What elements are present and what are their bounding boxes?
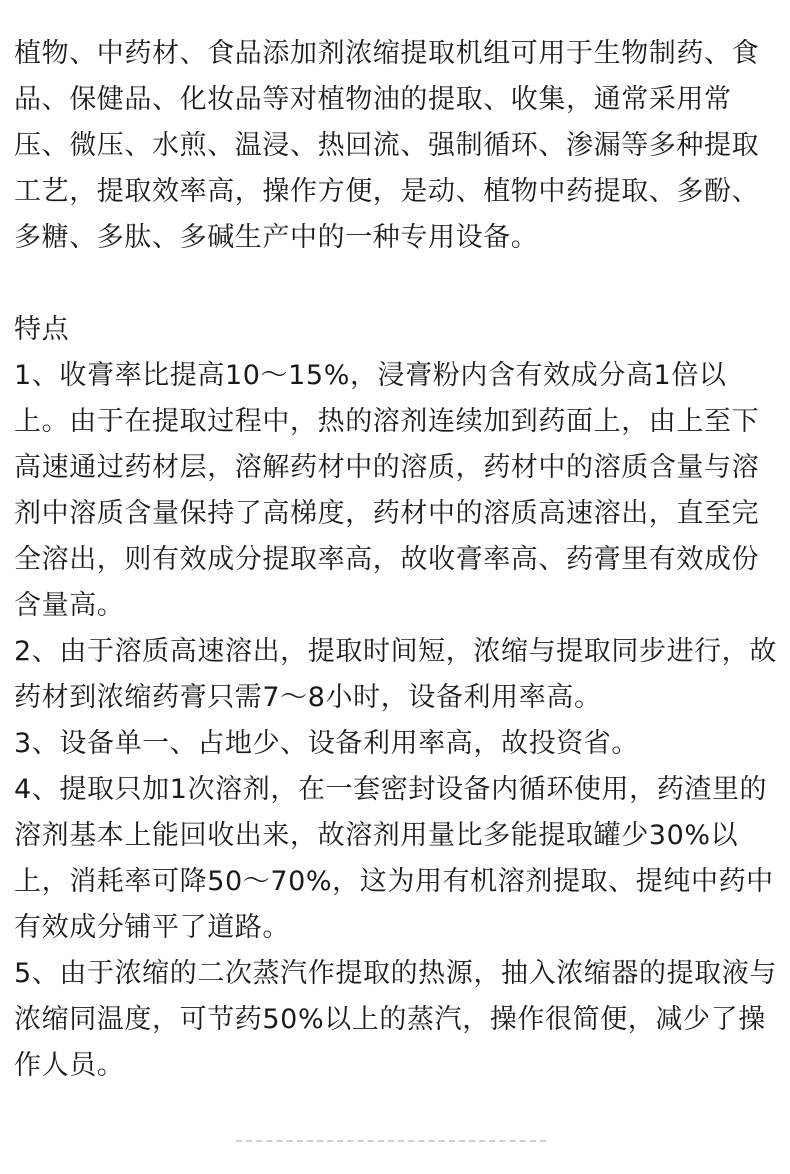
intro-paragraph: 植物、中药材、食品添加剂浓缩提取机组可用于生物制药、食品、保健品、化妆品等对植物油的提取、收集，通常采用常压、微压、水煎、温浸、热回流、强制循环、渗漏等多种提取工艺，提取效率高，操作方便，是动、植物中药提取、多酚、多糖、多肽、多碱生产中的一种专用设备。 bbox=[14, 38, 760, 253]
paragraph-gap bbox=[14, 261, 778, 307]
article-body bbox=[14, 31, 778, 1089]
feature-item-4: 4、提取只加1次溶剂，在一套密封设备内循环使用，药渣里的溶剂基本上能回收出来，故溶剂用量比多能提取罐少30%以上，消耗率可降50～70%，这为用有机溶剂提取、提纯中药中有效成分铺平了道路。 bbox=[14, 774, 774, 943]
feature-item-3: 3、设备单一、占地少、设备利用率高，故投资省。 bbox=[14, 728, 639, 759]
feature-item-1: 1、收膏率比提高10～15%，浸膏粉内含有效成分高1倍以上。由于在提取过程中，热的溶剂连续加到药面上，由上至下高速通过药材层，溶解药材中的溶质，药材中的溶质含量与溶剂中溶质含量保持了高梯度，药材中的溶质高速溶出，直至完全溶出，则有效成分提取率高，故收膏率高、药膏里有效成份含量高。 bbox=[14, 360, 760, 621]
feature-item-2: 2、由于溶质高速溶出，提取时间短，浓缩与提取同步进行，故药材到浓缩药膏只需7～8小时，设备利用率高。 bbox=[14, 636, 777, 713]
dashed-divider bbox=[236, 1140, 546, 1142]
feature-item-5: 5、由于浓缩的二次蒸汽作提取的热源，抽入浓缩器的提取液与浓缩同温度，可节药50%以上的蒸汽，操作很简便，减少了操作人员。 bbox=[14, 958, 777, 1081]
features-heading: 特点 bbox=[14, 314, 70, 345]
